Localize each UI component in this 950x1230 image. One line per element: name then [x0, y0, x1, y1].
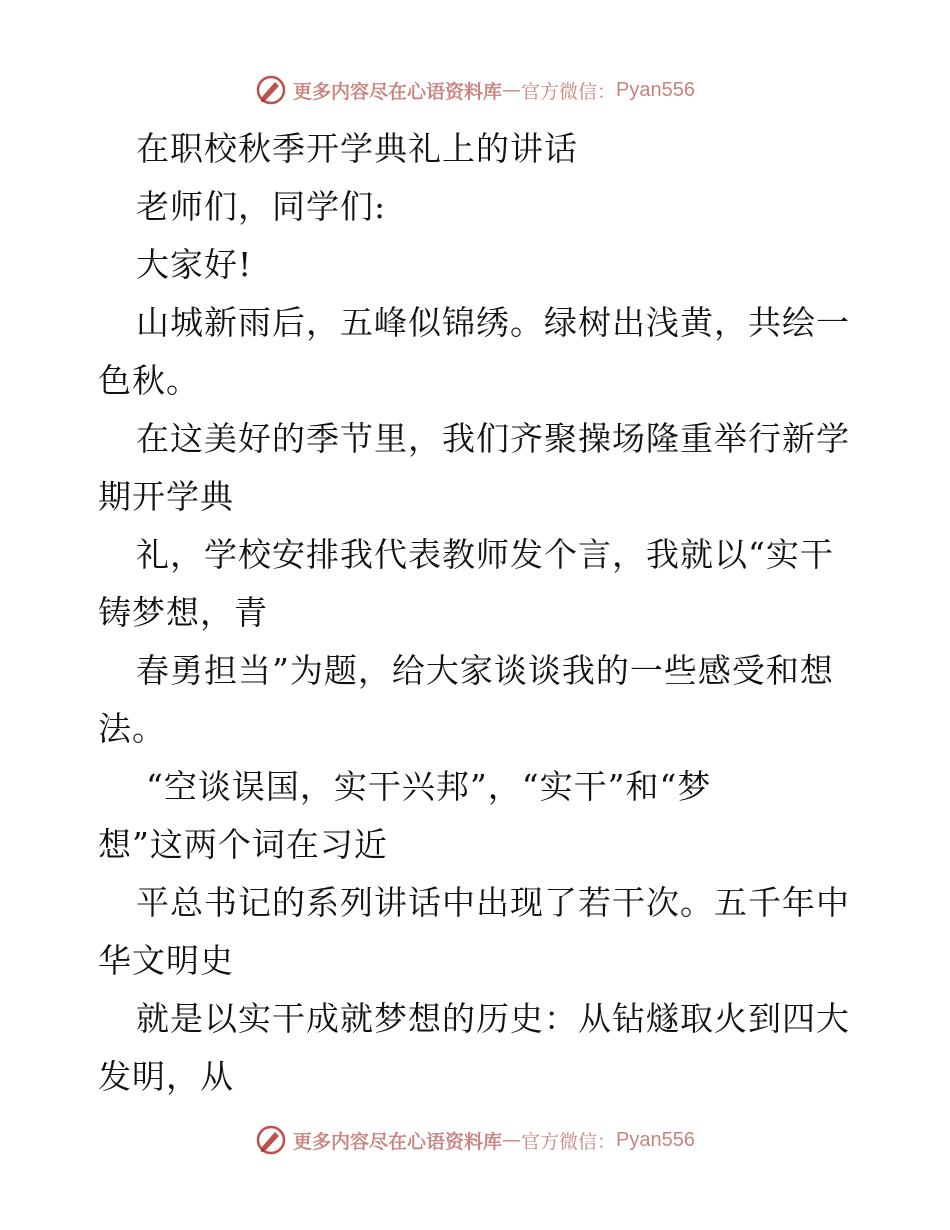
- paragraph-line: 想”这两个词在习近: [98, 825, 388, 864]
- watermark-wechat-label: 官方微信：: [521, 1130, 617, 1153]
- paragraph-line: 平总书记的系列讲话中出现了若干次。五千年中: [136, 883, 850, 922]
- paragraph-line: 色秋。: [98, 361, 200, 400]
- watermark-wechat-id: Pyan556: [616, 1128, 695, 1151]
- paragraph-line: 铸梦想，青: [98, 593, 268, 632]
- paragraph-line: 期开学典: [98, 477, 234, 516]
- paragraph-line: 在这美好的季节里，我们齐聚操场隆重举行新学: [136, 419, 850, 458]
- watermark-brand: 更多内容尽在心语资料库: [293, 1130, 503, 1153]
- paragraph-line: 山城新雨后，五峰似锦绣。绿树出浅黄，共绘一: [136, 303, 850, 342]
- greeting-line: 大家好!: [136, 245, 253, 284]
- document-body: [98, 120, 858, 1106]
- header-watermark: [0, 70, 950, 110]
- watermark-brand: 更多内容尽在心语资料库: [293, 80, 503, 103]
- paragraph-line: 春勇担当”为题，给大家谈谈我的一些感受和想: [136, 651, 834, 690]
- paragraph-line: 礼，学校安排我代表教师发个言，我就以“实干: [136, 535, 834, 574]
- watermark-wechat-label: 官方微信：: [521, 80, 617, 103]
- paragraph-line: 就是以实干成就梦想的历史：从钻燧取火到四大: [136, 999, 850, 1038]
- paragraph-line: 华文明史: [98, 941, 234, 980]
- paragraph-line: 法。: [98, 709, 166, 748]
- pen-logo-icon: [255, 74, 287, 106]
- watermark-separator: —: [502, 79, 522, 101]
- document-title: 在职校秋季开学典礼上的讲话: [136, 129, 578, 168]
- paragraph-line: “空谈误国，实干兴邦”，“实干”和“梦: [146, 767, 712, 806]
- paragraph-line: 发明，从: [98, 1057, 234, 1096]
- watermark-separator: —: [502, 1129, 522, 1151]
- footer-watermark: [0, 1120, 950, 1160]
- greeting-line: 老师们，同学们:: [136, 187, 387, 226]
- watermark-wechat-id: Pyan556: [616, 78, 695, 101]
- pen-logo-icon: [255, 1124, 287, 1156]
